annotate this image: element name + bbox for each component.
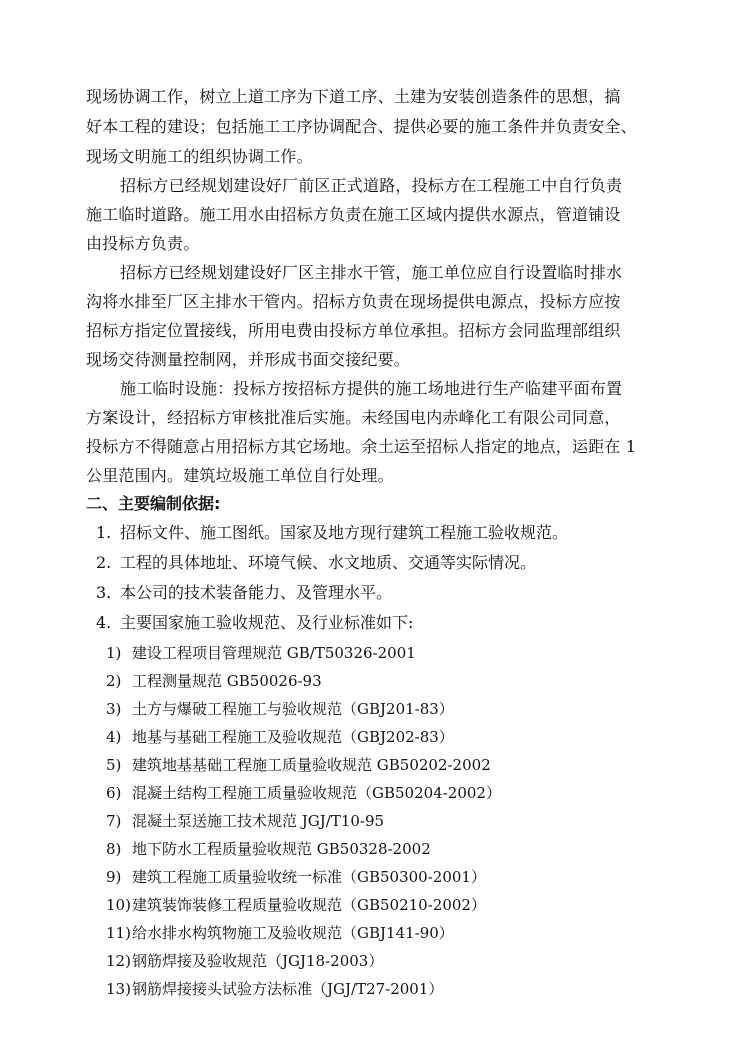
list-item-text: 主要国家施工验收规范、及行业标准如下:	[120, 613, 414, 632]
list-item-number: 3.	[96, 583, 112, 602]
standard-item	[106, 838, 431, 860]
standard-text: 建筑装饰装修工程质量验收规范（GB50210-2002）	[132, 896, 486, 914]
paragraph-line: 方案设计，经招标方审核批准后实施。未经国电内赤峰化工有限公司同意，	[86, 408, 621, 427]
paragraph-line: 现场协调工作，树立上道工序为下道工序、土建为安装创造条件的思想，搞	[86, 87, 621, 106]
standard-item	[106, 642, 416, 664]
paragraph-line: 招标方已经规划建设好厂前区正式道路，投标方在工程施工中自行负责	[120, 176, 623, 195]
list-item-number: 1.	[96, 523, 112, 542]
paragraph-line: 公里范围内。建筑垃圾施工单位自行处理。	[86, 466, 394, 485]
standard-text: 混凝土结构工程施工质量验收规范（GB50204-2002）	[132, 784, 501, 802]
paragraph-line: 沟将水排至厂区主排水干管内。招标方负责在现场提供电源点，投标方应按	[86, 292, 621, 311]
standard-text: 给水排水构筑物施工及验收规范（GBJ141-90）	[132, 924, 454, 942]
standard-text: 工程测量规范 GB50026-93	[132, 672, 322, 690]
standard-number: 6)	[106, 784, 122, 802]
standard-number: 12)	[106, 952, 131, 970]
list-item	[96, 522, 568, 544]
standard-number: 7)	[106, 812, 122, 830]
paragraph-line: 现场文明施工的组织协调工作。	[86, 147, 313, 166]
standard-number: 4)	[106, 728, 122, 746]
standard-number: 11)	[106, 924, 131, 942]
standard-item	[106, 782, 501, 804]
standard-text: 混凝土泵送施工技术规范 JGJ/T10-95	[132, 812, 385, 830]
list-item-number: 2.	[96, 553, 112, 572]
standard-text: 土方与爆破工程施工与验收规范（GBJ201-83）	[132, 700, 454, 718]
paragraph-line: 招标方指定位置接线，所用电费由投标方单位承担。招标方会同监理部组织	[86, 321, 621, 340]
list-item-text: 招标文件、施工图纸。国家及地方现行建筑工程施工验收规范。	[120, 523, 569, 542]
standard-item	[106, 726, 454, 748]
standard-text: 钢筋焊接接头试验方法标准（JGJ/T27-2001）	[132, 980, 444, 998]
standard-text: 地下防水工程质量验收规范 GB50328-2002	[132, 840, 431, 858]
standard-item	[106, 754, 491, 776]
standard-text: 建设工程项目管理规范 GB/T50326-2001	[132, 644, 416, 662]
standard-text: 钢筋焊接及验收规范（JGJ18-2003）	[132, 952, 384, 970]
standard-number: 1)	[106, 644, 122, 662]
list-item	[96, 612, 413, 634]
standard-item	[106, 894, 486, 916]
standard-item	[106, 978, 443, 1000]
standard-text: 地基与基础工程施工及验收规范（GBJ202-83）	[132, 728, 454, 746]
list-item-text: 工程的具体地址、环境气候、水文地质、交通等实际情况。	[120, 553, 537, 572]
paragraph-line: 由投标方负责。	[86, 234, 200, 253]
standard-item	[106, 866, 486, 888]
standard-text: 建筑地基基础工程施工质量验收规范 GB50202-2002	[132, 756, 491, 774]
paragraph-line: 招标方已经规划建设好厂区主排水干管，施工单位应自行设置临时排水	[120, 263, 623, 282]
list-item	[96, 582, 392, 604]
standard-item	[106, 950, 383, 972]
standard-number: 2)	[106, 672, 122, 690]
standard-item	[106, 670, 322, 692]
standard-number: 9)	[106, 868, 122, 886]
list-item	[96, 552, 536, 574]
standard-number: 3)	[106, 700, 122, 718]
standard-item	[106, 922, 454, 944]
paragraph-line: 施工临时设施：投标方按招标方提供的施工场地进行生产临建平面布置	[120, 379, 623, 398]
standard-text: 建筑工程施工质量验收统一标准（GB50300-2001）	[132, 868, 486, 886]
standard-item	[106, 698, 454, 720]
standard-item	[106, 810, 384, 832]
list-item-text: 本公司的技术装备能力、及管理水平。	[120, 583, 393, 602]
paragraph-line: 现场交待测量控制网，并形成书面交接纪要。	[86, 350, 411, 369]
standard-number: 8)	[106, 840, 122, 858]
list-item-number: 4.	[96, 613, 112, 632]
standard-number: 13)	[106, 980, 131, 998]
paragraph-line: 好本工程的建设；包括施工工序协调配合、提供必要的施工条件并负责安全、	[86, 117, 637, 136]
section-heading: 二、主要编制依据:	[86, 494, 221, 513]
paragraph-line: 施工临时道路。施工用水由招标方负责在施工区域内提供水源点，管道铺设	[86, 205, 621, 224]
standard-number: 10)	[106, 896, 131, 914]
paragraph-line: 投标方不得随意占用招标方其它场地。余土运至招标人指定的地点，运距在 1	[86, 437, 637, 456]
standard-number: 5)	[106, 756, 122, 774]
